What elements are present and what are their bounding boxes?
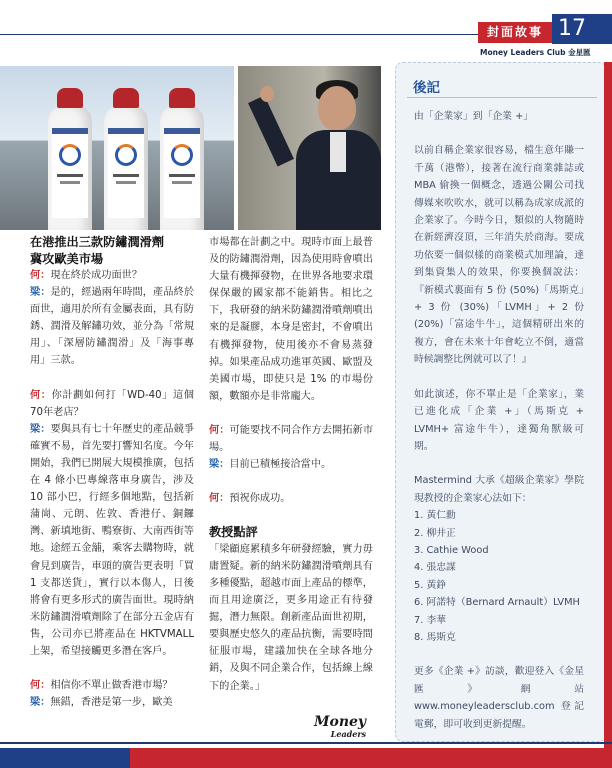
spacer (209, 405, 373, 422)
interviewer-label: 何： (30, 680, 51, 692)
section-heading: 在港推出三款防鏽潤滑劑 (30, 235, 165, 249)
list-item: 4. 張忠謀 (414, 562, 456, 574)
interviewer-label: 何： (209, 424, 230, 436)
postscript-heading: 由「企業家」到「企業 +」 (414, 111, 534, 122)
list-item: 7. 李華 (414, 614, 447, 626)
edge-bar (604, 62, 612, 748)
answer-paragraph (30, 421, 194, 660)
interviewer-label: 何： (209, 493, 230, 505)
paragraph-text: 是的，經過兩年時間，產品終於面世，適用於所有金屬表面，具有防銹、潤滑及解鏽功效，並分為「常規用」、「深層防鏽潤滑」及「海事專用」三款。 (30, 287, 195, 367)
spacer (209, 507, 373, 524)
postscript-paragraph: Mastermind 大承《超級企業家》學院現教授的企業家心法如下： (414, 475, 584, 504)
bottle-image (48, 104, 92, 230)
footer-band-blue (0, 748, 130, 768)
list-item: 3. Cathie Wood (414, 544, 489, 556)
paragraph-text: 可能要找不同合作方去開拓新市場。 (209, 424, 374, 454)
interviewer-label: 何： (30, 389, 52, 401)
logo-sub: Leaders (330, 729, 367, 739)
list-item: 8. 馬斯克 (414, 631, 456, 643)
question-paragraph (30, 677, 194, 694)
magazine-logo (314, 716, 366, 740)
postscript-rule (407, 97, 597, 98)
interviewer-label: 何： (30, 270, 51, 281)
spacer (30, 370, 194, 387)
list-item: 6. 阿諾特（Bernard Arnault）LVMH (414, 597, 580, 609)
page-number: 17 (552, 14, 612, 44)
bottle-image (160, 104, 204, 230)
paragraph-text: 相信你不單止做香港市場？ (50, 680, 173, 692)
body-paragraph: 「梁顧庭累積多年研發經驗，實力毋庸置疑。新的納米防鏽潤滑噴劑具有多種優點，超越市面上產品的標準，而且用途廣泛，更多用途正有待發掘，潛力無限。創新產品面世初期，要與歷史悠久的產品抗衡，需要時間征服市場，建議加快在全球各地分銷，及與不同企業合作，包括線上線下的企業。」 (209, 543, 373, 692)
spacer (209, 473, 373, 490)
paragraph-text: 現在終於成功面世？ (50, 270, 143, 281)
article-column-left (30, 234, 194, 711)
footer-rule (0, 742, 612, 744)
body-paragraph: 市場都在計劃之中。現時市面上最普及的防鏽潤滑劑，因為使用時會噴出大量有機揮發物，在世界各地要求環保保嚴的國家都不能銷售。相比之下，我研發的納米防鏽潤滑噴劑噴出來的是凝膠，本身是密封，不會噴出有機揮發物，使用後亦不會易蒸發掉。如果產品成功進軍英國、歐盟及美國市場，即使只是 1% 的市場份額，數額亦是非常龐大。 (209, 237, 373, 402)
interviewee-label: 梁： (30, 287, 51, 299)
paragraph-text: 目前已積極接洽當中。 (229, 459, 332, 471)
spacer (30, 660, 194, 677)
question-paragraph (30, 387, 194, 421)
paragraph-text: 你計劃如何打「WD-40」這個70年老店？ (30, 389, 194, 418)
article-column-middle (209, 234, 373, 695)
answer-paragraph (30, 284, 194, 369)
paragraph-text: 預祝你成功。 (229, 493, 291, 505)
publication-name: Money Leaders Club 金星匯 (480, 48, 591, 57)
paragraph-text: 無錯，香港是第一步，歐美 (50, 697, 173, 709)
paragraph-text: 要與具有七十年歷史的產品競爭確實不易，首先要打響知名度。今年開始，我們已開展大規模推廣，包括在 4 條小巴專線落車身廣告，涉及 10 部小巴，行經多個地點，包括新蒲崗、元朗、佐敦、香港仔、銅鑼灣、新填地街、鴨寮街、大南西街等地。途經五金舖，乘客去購物時，就會見到廣告，車頭的廣告更表明「買 1 支都送貨」，實行以本傷人，日後將會有更多形式的廣告面世。現時納米防鏽潤滑噴劑除了在部分五金店有售，公司亦已將產品在 HKTVMALL 上架，希望接觸更多潛在客戶。 (30, 423, 195, 657)
question-paragraph (209, 422, 373, 456)
interviewee-label: 梁： (30, 697, 51, 709)
postscript-paragraph: 以前自稱企業家很容易，檔生意年賺一千萬（港幣），接著在流行商業雜誌或 MBA 偷換一個概念，透過公關公司找傳媒來吹吹水，就可以稱為成家成派的企業家了。今時今日，類似的人物隨時在新經濟沒頂，三年消失於商海。要成功依要一個似樣的商業模式加理論，達到集資集人的效果，你要換個說法：『新模式裏面有 5 份 (50%)「馬斯克」+ 3 份 (30%)「LVMH」+ 2 份 (20%)「富途牛牛」，這個精研出來的複方，會在未來十年會屹立不倒，適當時候調整比例就可以了！』 (414, 145, 584, 366)
postscript-body (414, 108, 584, 733)
postscript-title: 後記 (413, 80, 440, 96)
bottle-image (104, 104, 148, 230)
section-tag: 封面故事 (478, 22, 552, 43)
section-heading: 冀攻歐美市場 (30, 251, 104, 266)
postscript-paragraph: 如此演述，你不單止是「企業家」，業已進化成「企業 +」（馬斯克 + LVMH+ 富途牛牛），達獨角獸級可期。 (414, 388, 584, 452)
product-bottles-photo (0, 66, 234, 230)
list-item: 1. 黃仁勳 (414, 510, 456, 522)
mentor-list (414, 507, 584, 646)
logo-main: Money (314, 714, 367, 730)
list-item: 2. 柳井正 (414, 527, 456, 539)
list-item: 5. 黃錚 (414, 579, 447, 591)
postscript-closing: 更多《企業 +》訪談，歡迎登入《金星匯》網站 www.moneyleadersclub.com 登記電郵，即可收到更新提醒。 (414, 666, 584, 730)
section-heading: 教授點評 (209, 525, 258, 540)
question-paragraph (30, 267, 194, 284)
question-paragraph (209, 490, 373, 507)
answer-paragraph (209, 456, 373, 473)
answer-paragraph (30, 694, 194, 711)
interviewee-photo (238, 66, 381, 230)
interviewee-label: 梁： (209, 459, 230, 471)
interviewee-label: 梁： (30, 423, 51, 435)
